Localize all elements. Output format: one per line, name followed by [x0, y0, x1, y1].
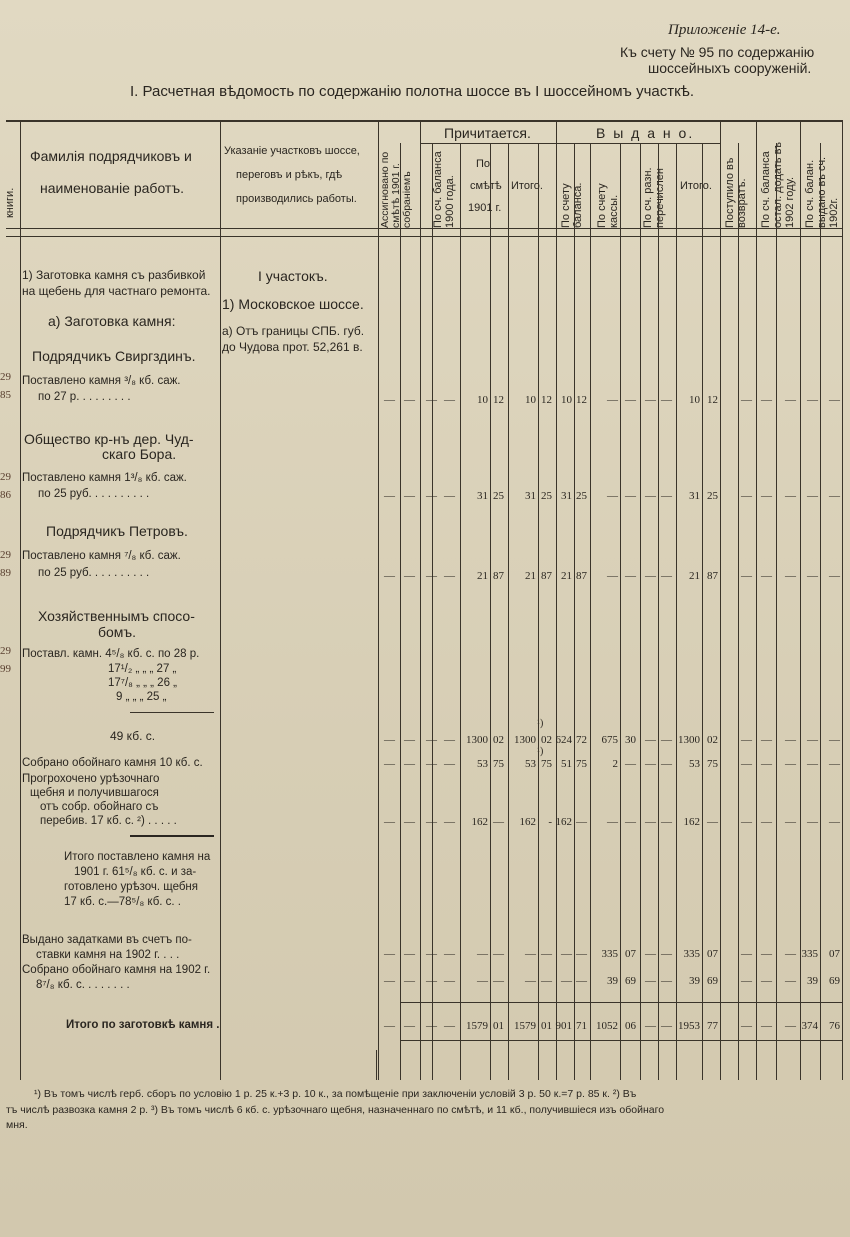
value-cell: —	[785, 394, 796, 406]
value-cell: 02	[541, 734, 552, 746]
value-cell: —	[404, 734, 415, 746]
value-cell: —	[625, 816, 636, 828]
value-cell: 901	[555, 1020, 572, 1032]
value-cell: 31	[525, 490, 536, 502]
grid-hline	[6, 228, 842, 229]
col-bal-topay: По сч. баланса остал. додать въ 1902 году.	[760, 142, 796, 228]
household-sum: 49 кб. с.	[110, 729, 156, 743]
value-cell: —	[807, 490, 818, 502]
value-cell: —	[541, 948, 552, 960]
value-cell: —	[404, 1020, 415, 1032]
value-cell: —	[785, 734, 796, 746]
value-cell: —	[807, 758, 818, 770]
grid-vline	[720, 120, 721, 1080]
value-cell: —	[384, 394, 395, 406]
row-label: Поставлено камня ³/₈ кб. саж.	[22, 375, 181, 387]
value-cell: —	[493, 975, 504, 987]
grid-vline	[420, 120, 421, 1080]
total-rule	[130, 835, 214, 837]
value-cell: —	[384, 816, 395, 828]
value-cell: 69	[707, 975, 718, 987]
row-label: Поставлено камня ⁷/₈ кб. саж.	[22, 550, 181, 562]
row-mark: 29 85	[0, 371, 11, 401]
value-cell: 335	[601, 948, 618, 960]
value-cell: —	[661, 975, 672, 987]
value-cell: 25	[576, 490, 587, 502]
value-cell: —	[607, 394, 618, 406]
sifted-line-2: щебня и получившагося	[30, 787, 159, 799]
value-cell: 335	[683, 948, 700, 960]
value-cell: 10	[525, 394, 536, 406]
household-line-3: 17⁷/₈ „ „ „ 26 „	[108, 677, 177, 689]
grid-vline	[490, 143, 491, 1080]
value-cell: 87	[576, 570, 587, 582]
value-cell: —	[426, 1020, 437, 1032]
value-cell: —	[625, 758, 636, 770]
value-cell: —	[384, 570, 395, 582]
value-cell: 2	[612, 758, 618, 770]
grid-hline	[420, 143, 556, 144]
value-cell: —	[661, 948, 672, 960]
col-names-2: наименованіе работъ.	[40, 180, 184, 196]
sub-heading-a: а) Заготовка камня:	[48, 313, 176, 329]
value-cell: —	[493, 948, 504, 960]
value-cell: —	[807, 570, 818, 582]
value-cell: —	[404, 758, 415, 770]
value-cell: 75	[493, 758, 504, 770]
col-due-group: Причитается.	[444, 125, 531, 141]
value-cell: —	[607, 570, 618, 582]
value-cell: —	[444, 734, 455, 746]
value-cell: —	[444, 394, 455, 406]
value-cell: —	[741, 734, 752, 746]
grid-vline	[556, 143, 557, 1080]
row-label: Поставлено камня 1³/₈ кб. саж.	[22, 472, 187, 484]
value-cell: —	[761, 394, 772, 406]
value-cell: —	[404, 394, 415, 406]
value-cell: —	[404, 570, 415, 582]
value-cell: 02	[493, 734, 504, 746]
value-cell: 02	[707, 734, 718, 746]
value-cell: —	[404, 975, 415, 987]
value-cell: —	[645, 570, 656, 582]
value-cell: —	[444, 975, 455, 987]
value-cell: —	[444, 948, 455, 960]
grid-hline	[556, 143, 720, 144]
value-cell: —	[761, 975, 772, 987]
sifted-line-1: Прогрохочено урѣзочнаго	[22, 773, 160, 785]
value-cell: —	[807, 394, 818, 406]
value-cell: —	[645, 734, 656, 746]
value-cell: —	[785, 975, 796, 987]
value-cell: 53	[525, 758, 536, 770]
value-cell: 07	[625, 948, 636, 960]
grid-vline	[508, 143, 509, 1080]
total-label: Итого по заготовкѣ камня .	[66, 1019, 220, 1031]
footnote-mark: ¹)	[537, 718, 544, 729]
value-cell: —	[426, 570, 437, 582]
value-cell: —	[477, 975, 488, 987]
value-cell: —	[426, 734, 437, 746]
grid-vline	[220, 120, 221, 1080]
value-cell: —	[741, 394, 752, 406]
value-cell: —	[384, 758, 395, 770]
value-cell: —	[661, 734, 672, 746]
grid-vline	[620, 143, 621, 1080]
grid-hline	[6, 236, 842, 237]
value-cell: —	[444, 490, 455, 502]
value-cell: 162	[519, 816, 536, 828]
value-cell: —	[785, 758, 796, 770]
contractor-3: Подрядчикъ Петровъ.	[46, 523, 188, 539]
value-cell: —	[761, 490, 772, 502]
col-sections-3: производились работы.	[236, 193, 357, 205]
grid-vline	[820, 143, 821, 1080]
value-cell: 12	[493, 394, 504, 406]
household-line-4: 9 „ „ „ 25 „	[116, 691, 167, 703]
value-cell: 1953	[678, 1020, 700, 1032]
value-cell: —	[444, 1020, 455, 1032]
value-cell: —	[404, 948, 415, 960]
value-cell: —	[645, 1020, 656, 1032]
value-cell: —	[493, 816, 504, 828]
area-title: I участокъ.	[258, 268, 328, 284]
sum-rule	[130, 712, 214, 713]
account-reference-2: шоссейныхъ сооруженій.	[648, 60, 812, 76]
contractor-2: Общество кр-нъ дер. Чуд-	[24, 431, 194, 447]
value-cell: —	[426, 948, 437, 960]
value-cell: 1300	[678, 734, 700, 746]
value-cell: 335	[801, 948, 818, 960]
value-cell: —	[625, 490, 636, 502]
value-cell: —	[525, 975, 536, 987]
value-cell: —	[785, 570, 796, 582]
col-due-est-3: 1901 г.	[468, 202, 502, 214]
value-cell: —	[645, 816, 656, 828]
col-paid-total: Итого.	[680, 180, 712, 192]
value-cell: 53	[477, 758, 488, 770]
subtotal-line-1: Итого поставлено камня на	[64, 851, 211, 863]
value-cell: 25	[541, 490, 552, 502]
advances-line-1: Выдано задатками въ счетъ по-	[22, 934, 192, 946]
value-cell: 87	[707, 570, 718, 582]
account-reference: Къ счету № 95 по содержанію	[620, 44, 815, 60]
footnote-mark: ¹)	[537, 746, 544, 757]
value-cell: 624	[555, 734, 572, 746]
value-cell: —	[761, 948, 772, 960]
value-cell: —	[741, 816, 752, 828]
grid-vline	[702, 143, 703, 1080]
value-cell: —	[444, 816, 455, 828]
value-cell: —	[707, 816, 718, 828]
value-cell: 53	[689, 758, 700, 770]
advances-collected-2: 8⁷/₈ кб. с. . . . . . . .	[36, 979, 130, 991]
value-cell: 39	[807, 975, 818, 987]
value-cell: —	[741, 490, 752, 502]
value-cell: —	[661, 570, 672, 582]
col-paid-misc: По сч. разн. перечислен	[642, 167, 666, 228]
value-cell: —	[404, 490, 415, 502]
road-name: 1) Московское шоссе.	[222, 296, 364, 312]
grid-vline	[376, 1050, 377, 1080]
value-cell: —	[561, 975, 572, 987]
value-cell: —	[785, 948, 796, 960]
value-cell: —	[741, 975, 752, 987]
grid-vline	[590, 143, 591, 1080]
grid-hline	[6, 120, 842, 122]
value-cell: -	[548, 816, 552, 828]
value-cell: 162	[471, 816, 488, 828]
value-cell: —	[829, 816, 840, 828]
grid-vline	[640, 143, 641, 1080]
col-bal-issued: По сч. балан. выдано въ сч. 1902г.	[804, 156, 840, 228]
value-cell: —	[576, 975, 587, 987]
col-names-1: Фамилія подрядчиковъ и	[30, 148, 192, 164]
contractor-2b: скаго Бора.	[102, 446, 177, 462]
value-cell: —	[785, 1020, 796, 1032]
value-cell: 07	[829, 948, 840, 960]
value-cell: —	[426, 394, 437, 406]
value-cell: —	[661, 758, 672, 770]
value-cell: —	[829, 490, 840, 502]
value-cell: —	[426, 975, 437, 987]
appendix-label: Приложеніе 14-е.	[668, 22, 781, 38]
value-cell: —	[384, 948, 395, 960]
value-cell: 10	[561, 394, 572, 406]
row-mark: 29 89	[0, 549, 11, 579]
value-cell: —	[607, 490, 618, 502]
value-cell: —	[761, 816, 772, 828]
grid-vline	[756, 120, 757, 1080]
col-assigned: Ассигновано по смѣтѣ 1901 г. собраніемъ	[379, 151, 413, 228]
value-cell: 25	[493, 490, 504, 502]
row-label-2: по 27 р. . . . . . . . .	[38, 391, 131, 403]
value-cell: —	[741, 948, 752, 960]
value-cell: —	[645, 758, 656, 770]
footnote-2: тъ числѣ развозка камня 2 р. ³) Въ томъ числѣ 6 кб. с. урѣзочнаго щебня, назначеннаго по смѣтѣ, и 11 кб., получившіеся изъ обойнаго	[6, 1104, 665, 1116]
grid-vline	[432, 143, 433, 1080]
value-cell: 1300	[466, 734, 488, 746]
subtotal-line-2: 1901 г. 61⁵/₈ кб. с. и за-	[74, 866, 197, 878]
value-cell: 21	[525, 570, 536, 582]
value-cell: —	[384, 490, 395, 502]
grid-vline	[776, 143, 777, 1080]
footnote-1: ¹) Въ томъ числѣ герб. сборъ по условію 1 р. 25 к.+3 р. 10 к., за помѣщеніе при заключеніи условій 3 р. 50 к.=7 р. 85 к. ²) Въ	[34, 1088, 637, 1100]
value-cell: 31	[689, 490, 700, 502]
household-line-2: 17¹/₂ „ „ „ 27 „	[108, 663, 177, 675]
value-cell: 162	[683, 816, 700, 828]
value-cell: 72	[576, 734, 587, 746]
value-cell: —	[444, 570, 455, 582]
sifted-line-3: отъ собр. обойнаго съ	[40, 801, 159, 813]
grid-vline	[20, 120, 21, 1080]
value-cell: 69	[829, 975, 840, 987]
value-cell: 10	[689, 394, 700, 406]
value-cell: —	[645, 948, 656, 960]
grid-vline	[574, 143, 575, 1080]
value-cell: 69	[625, 975, 636, 987]
footnote-3: мня.	[6, 1119, 28, 1131]
value-cell: 12	[576, 394, 587, 406]
household-line-1: Поставл. камн. 4⁵/₈ кб. с. по 28 р.	[22, 648, 200, 660]
value-cell: —	[404, 816, 415, 828]
household-title-2: бомъ.	[98, 624, 137, 640]
contractor-1: Подрядчикъ Свиргздинъ.	[32, 348, 196, 364]
value-cell: 31	[561, 490, 572, 502]
value-cell: —	[444, 758, 455, 770]
value-cell: 01	[541, 1020, 552, 1032]
value-cell: —	[645, 490, 656, 502]
grid-vline	[538, 143, 539, 1080]
advances-collected-1: Собрано обойнаго камня на 1902 г.	[22, 964, 211, 976]
row-mark: 29 86	[0, 471, 11, 501]
value-cell: 10	[477, 394, 488, 406]
value-cell: 39	[689, 975, 700, 987]
value-cell: —	[607, 816, 618, 828]
collected-line: Собрано обойнаго камня 10 кб. с.	[22, 757, 203, 769]
value-cell: —	[741, 570, 752, 582]
value-cell: 12	[707, 394, 718, 406]
value-cell: 87	[493, 570, 504, 582]
value-cell: 1052	[596, 1020, 618, 1032]
value-cell: —	[576, 816, 587, 828]
value-cell: 06	[625, 1020, 636, 1032]
subtotal-line-3: готовлено урѣзоч. щебня	[64, 881, 199, 893]
value-cell: —	[426, 758, 437, 770]
value-cell: 1579	[466, 1020, 488, 1032]
value-cell: —	[829, 394, 840, 406]
value-cell: —	[384, 734, 395, 746]
value-cell: 71	[576, 1020, 587, 1032]
household-title: Хозяйственнымъ спосо-	[38, 608, 195, 624]
col-sections-2: переговъ и рѣкъ, гдѣ	[236, 169, 343, 181]
value-cell: 31	[477, 490, 488, 502]
value-cell: 75	[707, 758, 718, 770]
subtotal-line-4: 17 кб. с.—78⁵/₈ кб. с. .	[64, 896, 182, 908]
value-cell: 75	[541, 758, 552, 770]
value-cell: 1300	[514, 734, 536, 746]
value-cell: —	[807, 816, 818, 828]
col-paid-balance: По счету баланса.	[560, 182, 584, 228]
value-cell: 39	[607, 975, 618, 987]
value-cell: —	[661, 490, 672, 502]
value-cell: —	[807, 734, 818, 746]
value-cell: —	[541, 975, 552, 987]
advances-line-2: ставки камня на 1902 г. . . .	[36, 949, 180, 961]
col-returned: Поступило въ возвратъ.	[724, 157, 748, 228]
row-label-2: по 25 руб. . . . . . . . . .	[38, 567, 150, 579]
value-cell: —	[661, 1020, 672, 1032]
value-cell: 162	[555, 816, 572, 828]
grid-vline	[460, 143, 461, 1080]
value-cell: —	[661, 816, 672, 828]
col-paid-group: В ы д а н о.	[596, 125, 695, 141]
grid-vline	[378, 120, 379, 1080]
road-segment-1: а) Отъ границы СПБ. губ.	[222, 324, 365, 338]
value-cell: —	[741, 1020, 752, 1032]
grid-vline	[658, 143, 659, 1080]
grid-vline	[842, 120, 843, 1080]
row-mark: 29 99	[0, 645, 11, 675]
grid-vline	[676, 143, 677, 1080]
value-cell: 21	[477, 570, 488, 582]
value-cell: —	[829, 570, 840, 582]
grid-vline	[400, 143, 401, 1080]
value-cell: —	[525, 948, 536, 960]
value-cell: —	[761, 734, 772, 746]
value-cell: —	[741, 758, 752, 770]
value-cell: 01	[493, 1020, 504, 1032]
value-cell: 75	[576, 758, 587, 770]
col-due-total: Итого.	[511, 180, 543, 192]
value-cell: 374	[801, 1020, 818, 1032]
value-cell: 76	[829, 1020, 840, 1032]
value-cell: —	[829, 734, 840, 746]
value-cell: —	[829, 758, 840, 770]
work-1-line-2: на щебень для частнаго ремонта.	[22, 284, 211, 298]
value-cell: —	[625, 394, 636, 406]
value-cell: —	[477, 948, 488, 960]
value-cell: 1579	[514, 1020, 536, 1032]
value-cell: 25	[707, 490, 718, 502]
value-cell: —	[761, 570, 772, 582]
value-cell: 21	[561, 570, 572, 582]
page-title: I. Расчетная вѣдомость по содержанію полотна шоссе въ I шоссейномъ участкѣ.	[130, 83, 695, 100]
road-segment-2: до Чудова прот. 52,261 в.	[222, 340, 363, 354]
value-cell: 30	[625, 734, 636, 746]
work-1-line-1: 1) Заготовка камня съ разбивкой	[22, 268, 206, 282]
col-due-balance: По сч. баланса 1900 года.	[432, 151, 456, 228]
col-due-est-1: По	[476, 158, 491, 170]
col-book: книги.	[4, 187, 16, 218]
value-cell: —	[384, 975, 395, 987]
value-cell: —	[785, 490, 796, 502]
value-cell: —	[625, 570, 636, 582]
col-paid-cash: По счету кассы.	[596, 183, 620, 228]
value-cell: —	[761, 758, 772, 770]
grid-vline	[800, 120, 801, 1080]
value-cell: 87	[541, 570, 552, 582]
value-cell: 12	[541, 394, 552, 406]
value-cell: 07	[707, 948, 718, 960]
col-sections-1: Указаніе участковъ шоссе,	[224, 145, 360, 157]
col-due-est-2: смѣтѣ	[470, 180, 502, 192]
value-cell: 21	[689, 570, 700, 582]
value-cell: 675	[601, 734, 618, 746]
grid-vline	[738, 143, 739, 1080]
value-cell: 51	[561, 758, 572, 770]
value-cell: —	[645, 394, 656, 406]
row-label-2: по 25 руб. . . . . . . . . .	[38, 488, 150, 500]
value-cell: —	[576, 948, 587, 960]
value-cell: —	[661, 394, 672, 406]
value-cell: —	[645, 975, 656, 987]
value-cell: —	[426, 816, 437, 828]
value-cell: —	[761, 1020, 772, 1032]
value-cell: 77	[707, 1020, 718, 1032]
value-cell: —	[384, 1020, 395, 1032]
value-cell: —	[561, 948, 572, 960]
sifted-line-4: перебив. 17 кб. с. ²) . . . . .	[40, 815, 177, 827]
value-cell: —	[785, 816, 796, 828]
value-cell: —	[426, 490, 437, 502]
